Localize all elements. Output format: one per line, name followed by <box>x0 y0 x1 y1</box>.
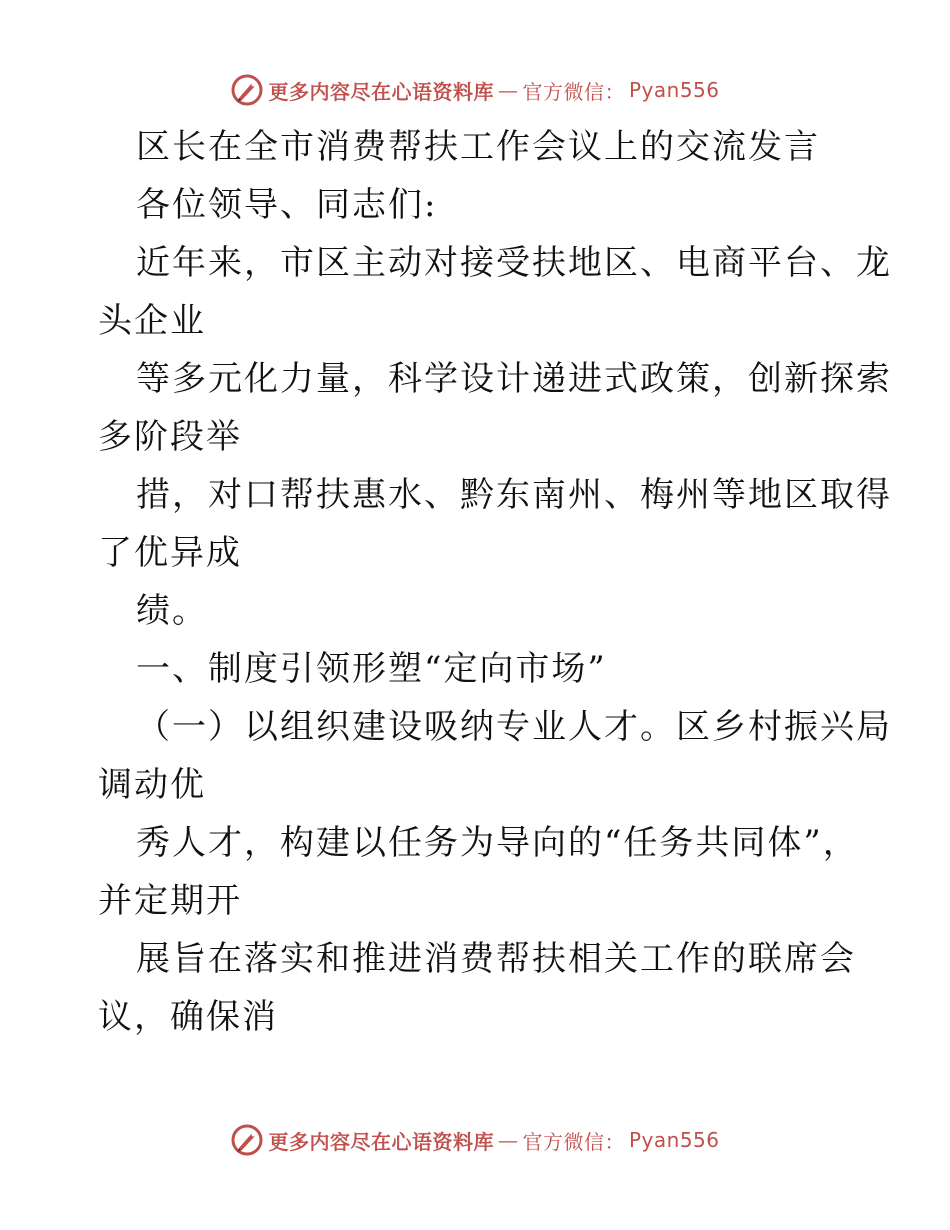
paragraph-line: 秀人才，构建以任务为导向的“任务共同体”， <box>136 823 859 863</box>
footer-watermark <box>0 1120 950 1160</box>
header-watermark <box>0 70 950 110</box>
subsection-heading: （一）以组织建设吸纳专业人才。区乡村振兴局 <box>136 707 892 747</box>
pen-logo-icon <box>230 1123 264 1157</box>
watermark-site: 更多内容尽在心语资料库 <box>268 79 494 104</box>
paragraph-line: 措，对口帮扶惠水、黔东南州、梅州等地区取得 <box>136 475 892 515</box>
watermark-brand <box>230 73 719 107</box>
document-title: 区长在全市消费帮扶工作会议上的交流发言 <box>136 127 820 167</box>
watermark-wechat-label: 官方微信： <box>522 79 625 104</box>
watermark-brand <box>230 1123 719 1157</box>
pen-logo-icon <box>230 73 264 107</box>
paragraph-line: 近年来，市区主动对接受扶地区、电商平台、龙 <box>136 243 892 283</box>
watermark-wechat-id: Pyan556 <box>628 1128 720 1152</box>
section-heading: 一、制度引领形塑“定向市场” <box>136 649 607 689</box>
document-body <box>98 118 892 1046</box>
salutation: 各位领导、同志们: <box>136 185 438 225</box>
paragraph-line: 议，确保消 <box>98 997 278 1037</box>
paragraph-line: 了优异成 <box>98 533 242 573</box>
watermark-separator: — <box>497 1128 519 1152</box>
paragraph-line: 多阶段举 <box>98 417 242 457</box>
paragraph-line: 展旨在落实和推进消费帮扶相关工作的联席会 <box>136 939 856 979</box>
paragraph-line: 并定期开 <box>98 881 242 921</box>
watermark-site: 更多内容尽在心语资料库 <box>268 1129 494 1154</box>
watermark-wechat-label: 官方微信： <box>522 1129 625 1154</box>
watermark-separator: — <box>497 78 519 102</box>
paragraph-line: 调动优 <box>98 765 206 805</box>
paragraph-line: 头企业 <box>98 301 206 341</box>
paragraph-line: 绩。 <box>136 591 208 631</box>
watermark-wechat-id: Pyan556 <box>628 78 720 102</box>
paragraph-line: 等多元化力量，科学设计递进式政策，创新探索 <box>136 359 892 399</box>
